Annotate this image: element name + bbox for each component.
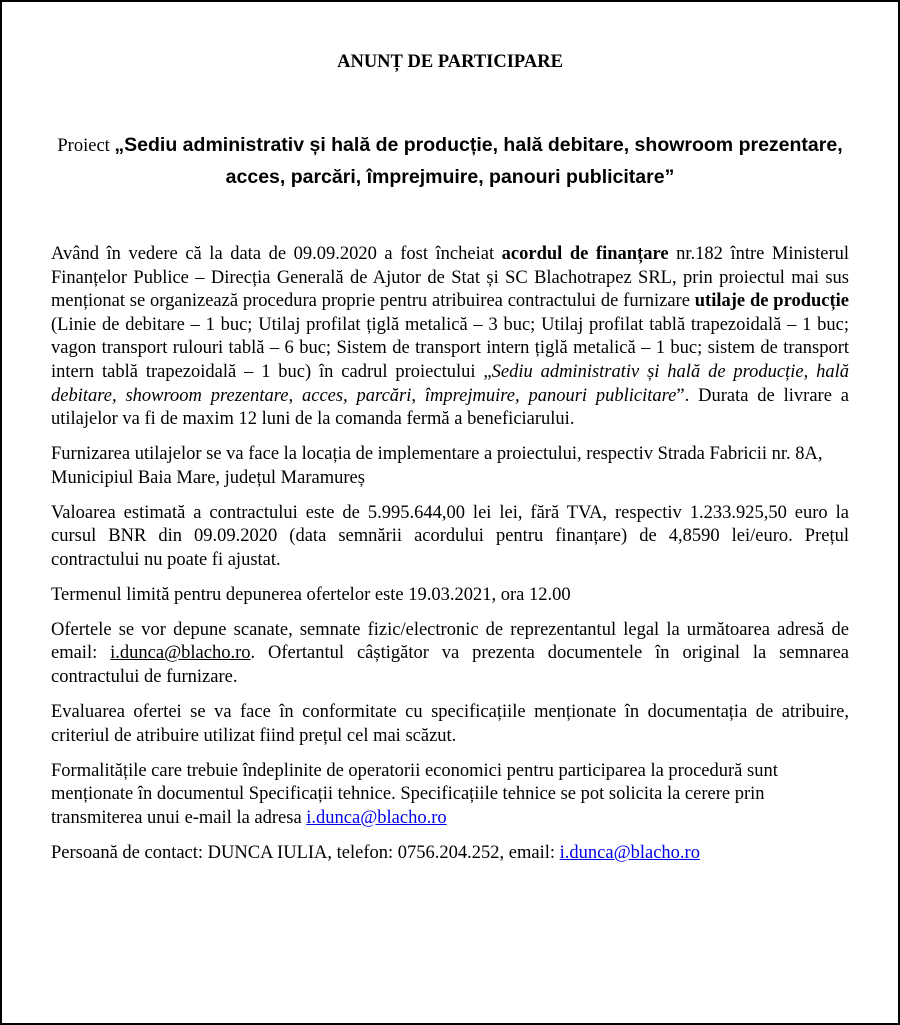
paragraph-estimated-value: Valoarea estimată a contractului este de 5.995.644,00 lei lei, fără TVA, respectiv 1.233.925,50 euro la cursul BNR din 09.09.2020 (data semnării acordului pentru finanțare) de 4,8590 lei/euro. Prețul contractului nu poate fi ajustat. — [51, 502, 849, 570]
email-link[interactable]: i.dunca@blacho.ro — [559, 842, 700, 863]
text-segment: (Linie de debitare – 1 buc; Utilaj profilat țiglă metalică – 3 buc; Utilaj profilat tablă trapezoidală – 1 buc; vagon transport rulouri tablă – 6 buc; Sistem de transport intern țiglă metalică – 1 buc; sistem de transport intern tablă trapezoidală – 1 buc) în cadrul proiectului „ — [51, 314, 849, 382]
text-segment: Având în vedere că la data de 09.09.2020 a fost încheiat — [51, 244, 502, 264]
paragraph-delivery-location: Furnizarea utilajelor se va face la locația de implementare a proiectului, respectiv Strada Fabricii nr. 8A, Municipiul Baia Mare, județul Maramureș — [51, 444, 823, 488]
project-prefix: Proiect — [57, 136, 115, 156]
bold-production-equipment: utilaje de producție — [694, 291, 849, 312]
document-title: ANUNȚ DE PARTICIPARE — [337, 52, 563, 72]
email-link[interactable]: i.dunca@blacho.ro — [306, 807, 447, 828]
text-segment: . Ofertantul câștigător va prezenta documentele în original la semnarea contractului de furnizare. — [51, 643, 850, 688]
announcement-body — [51, 243, 849, 877]
paragraph-formalities — [51, 760, 849, 831]
paragraph-deadline: Termenul limită pentru depunerea ofertelor este 19.03.2021, ora 12.00 — [51, 584, 571, 605]
text-segment: nr.182 între Ministerul Finanțelor Publice – Direcția Generală de Ajutor de Stat și SC Blachotrapez SRL, prin proiectul mai sus menționat se organizează procedura proprie pentru atribuirea contractului de furnizare — [51, 244, 849, 312]
text-segment: Formalitățile care trebuie îndeplinite de operatorii economici pentru participarea la procedură sunt menționate în documentul Specificații tehnice. Specificațiile tehnice se pot solicita la cerere prin transmiterea unui e-mail la adresa — [51, 760, 778, 828]
paragraph-financing-agreement — [51, 243, 849, 432]
text-segment: Persoană de contact: DUNCA IULIA, telefon: 0756.204.252, email: — [51, 842, 560, 863]
text-segment: ”. Durata de livrare a utilajelor va fi de maxim 12 luni de la comanda fermă a beneficiarului. — [51, 385, 849, 430]
italic-project-name: Sediu administrativ și hală de producție, hală debitare, showroom prezentare, acces, parcări, împrejmuire, panouri publicitare — [51, 361, 849, 406]
project-heading — [40, 130, 860, 194]
email-link[interactable]: i.dunca@blacho.ro — [110, 643, 251, 664]
paragraph-evaluation: Evaluarea ofertei se va face în conformitate cu specificațiile menționate în documentația de atribuire, criteriul de atribuire utilizat fiind prețul cel mai scăzut. — [51, 702, 849, 746]
project-name: „Sediu administrativ și hală de producție, hală debitare, showroom prezentare, acces, parcări, împrejmuire, panouri publicitare” — [114, 134, 843, 188]
paragraph-submission — [51, 619, 849, 690]
text-segment: Ofertele se vor depune scanate, semnate fizic/electronic de reprezentantul legal la următoarea adresă de email: — [51, 619, 849, 664]
paragraph-contact — [51, 842, 849, 866]
bold-financing-agreement: acordul de finanțare — [501, 244, 669, 264]
